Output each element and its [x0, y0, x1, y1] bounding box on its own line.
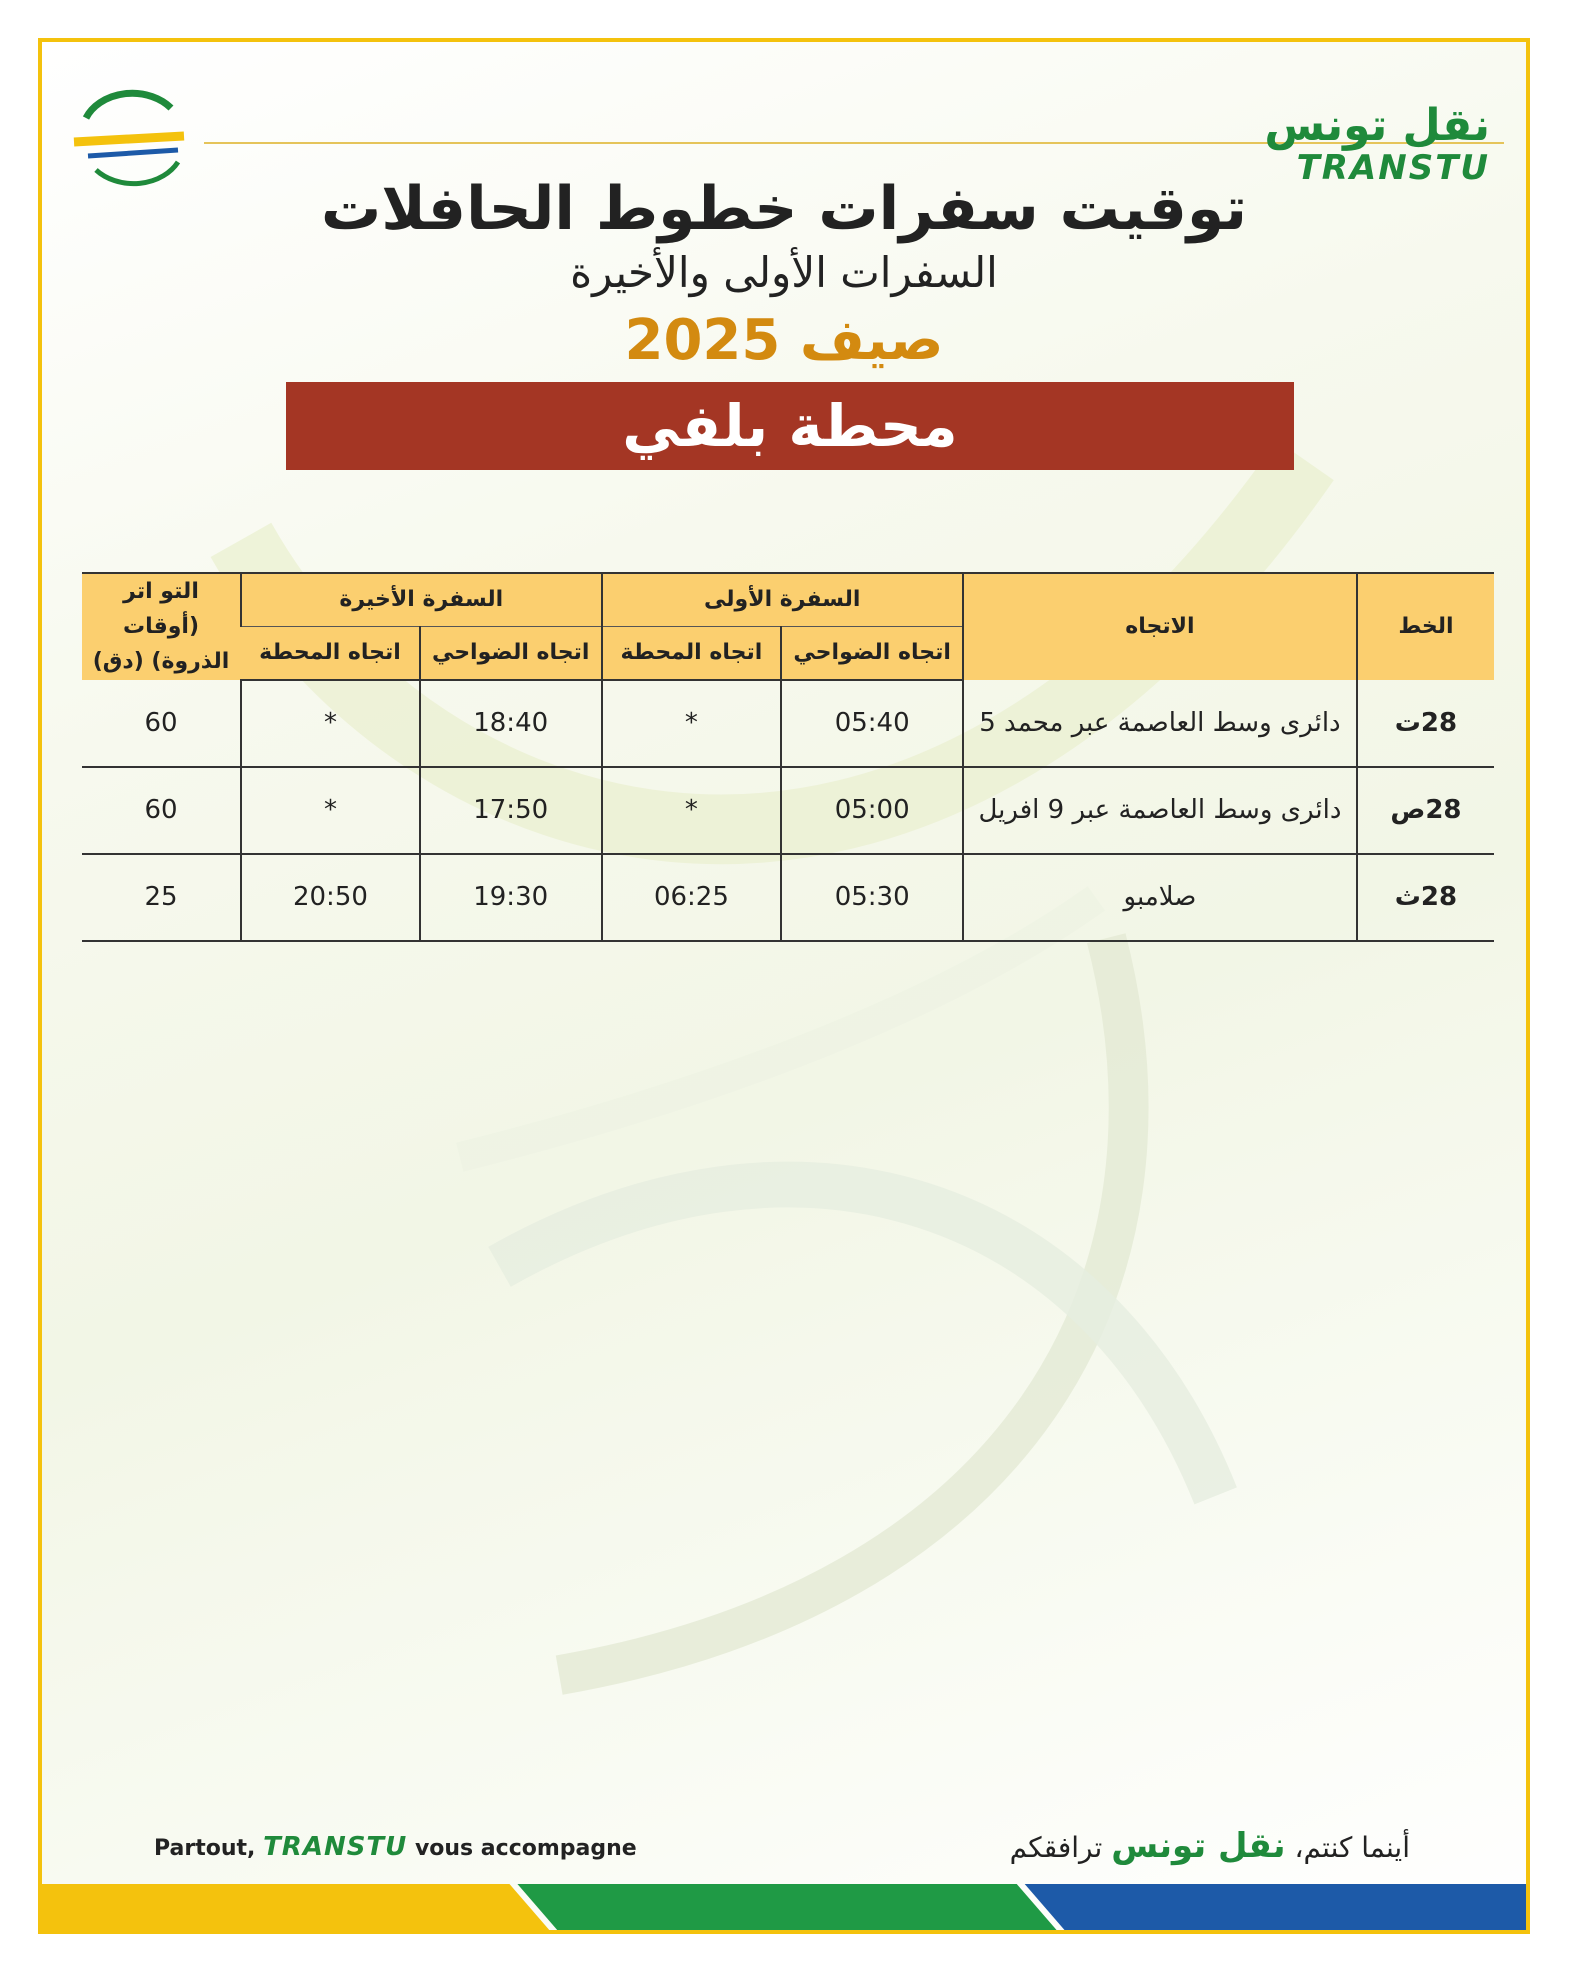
schedule-table — [82, 572, 1494, 942]
table-row — [82, 680, 1494, 767]
last-suburbs-cell: 17:50 — [420, 767, 602, 854]
footer-fr-suffix: vous accompagne — [407, 1836, 637, 1861]
footer-ar-prefix: أينما كنتم، — [1285, 1831, 1410, 1864]
header-first-to-suburbs: اتجاه الضواحي — [781, 626, 963, 679]
footer-color-stripes — [42, 1884, 1526, 1930]
station-banner: محطة بلفي — [286, 382, 1294, 470]
table-row — [82, 767, 1494, 854]
brand-latin-logo: TRANSTU — [1296, 148, 1490, 188]
header-last-to-station: اتجاه المحطة — [241, 626, 420, 679]
header-line: الخط — [1357, 573, 1494, 680]
header-frequency-line1: التو اتر (أوقات — [122, 579, 200, 640]
footer-ar-suffix: ترافقكم — [1009, 1831, 1112, 1864]
line-cell: 28ت — [1357, 680, 1494, 767]
first-station-cell: * — [602, 680, 782, 767]
header-direction: الاتجاه — [963, 573, 1357, 680]
first-station-cell: * — [602, 767, 782, 854]
header-frequency-line2: الذروة) (دق) — [92, 649, 230, 675]
season-label: صيف 2025 — [624, 308, 944, 373]
poster-frame — [38, 38, 1530, 1934]
last-station-cell: * — [241, 680, 420, 767]
direction-cell: دائرى وسط العاصمة عبر 9 افريل — [963, 767, 1357, 854]
first-station-cell: 06:25 — [602, 854, 782, 941]
last-station-cell: 20:50 — [241, 854, 420, 941]
header-frequency — [82, 573, 241, 680]
frequency-cell: 25 — [82, 854, 241, 941]
first-suburbs-cell: 05:40 — [781, 680, 963, 767]
footer-slogan-french — [154, 1832, 637, 1862]
last-station-cell: * — [241, 767, 420, 854]
direction-cell: صلامبو — [963, 854, 1357, 941]
frequency-cell: 60 — [82, 680, 241, 767]
footer-fr-brand: TRANSTU — [263, 1832, 408, 1862]
page-subtitle: السفرات الأولى والأخيرة — [570, 248, 998, 297]
header-first-trip: السفرة الأولى — [602, 573, 963, 626]
header-first-to-station: اتجاه المحطة — [602, 626, 782, 679]
brand-arabic-logo: نقل تونس — [1264, 100, 1490, 151]
last-suburbs-cell: 19:30 — [420, 854, 602, 941]
line-cell: 28ث — [1357, 854, 1494, 941]
last-suburbs-cell: 18:40 — [420, 680, 602, 767]
line-cell: 28ص — [1357, 767, 1494, 854]
page-title: توقيت سفرات خطوط الحافلات — [320, 174, 1248, 244]
table-row — [82, 854, 1494, 941]
footer-slogan-arabic — [1010, 1826, 1410, 1866]
header-last-trip: السفرة الأخيرة — [241, 573, 601, 626]
frequency-cell: 60 — [82, 767, 241, 854]
direction-cell: دائرى وسط العاصمة عبر محمد 5 — [963, 680, 1357, 767]
footer-fr-prefix: Partout, — [154, 1836, 264, 1861]
first-suburbs-cell: 05:00 — [781, 767, 963, 854]
header-last-to-suburbs: اتجاه الضواحي — [420, 626, 602, 679]
footer-ar-brand: نقل تونس — [1111, 1826, 1286, 1866]
first-suburbs-cell: 05:30 — [781, 854, 963, 941]
